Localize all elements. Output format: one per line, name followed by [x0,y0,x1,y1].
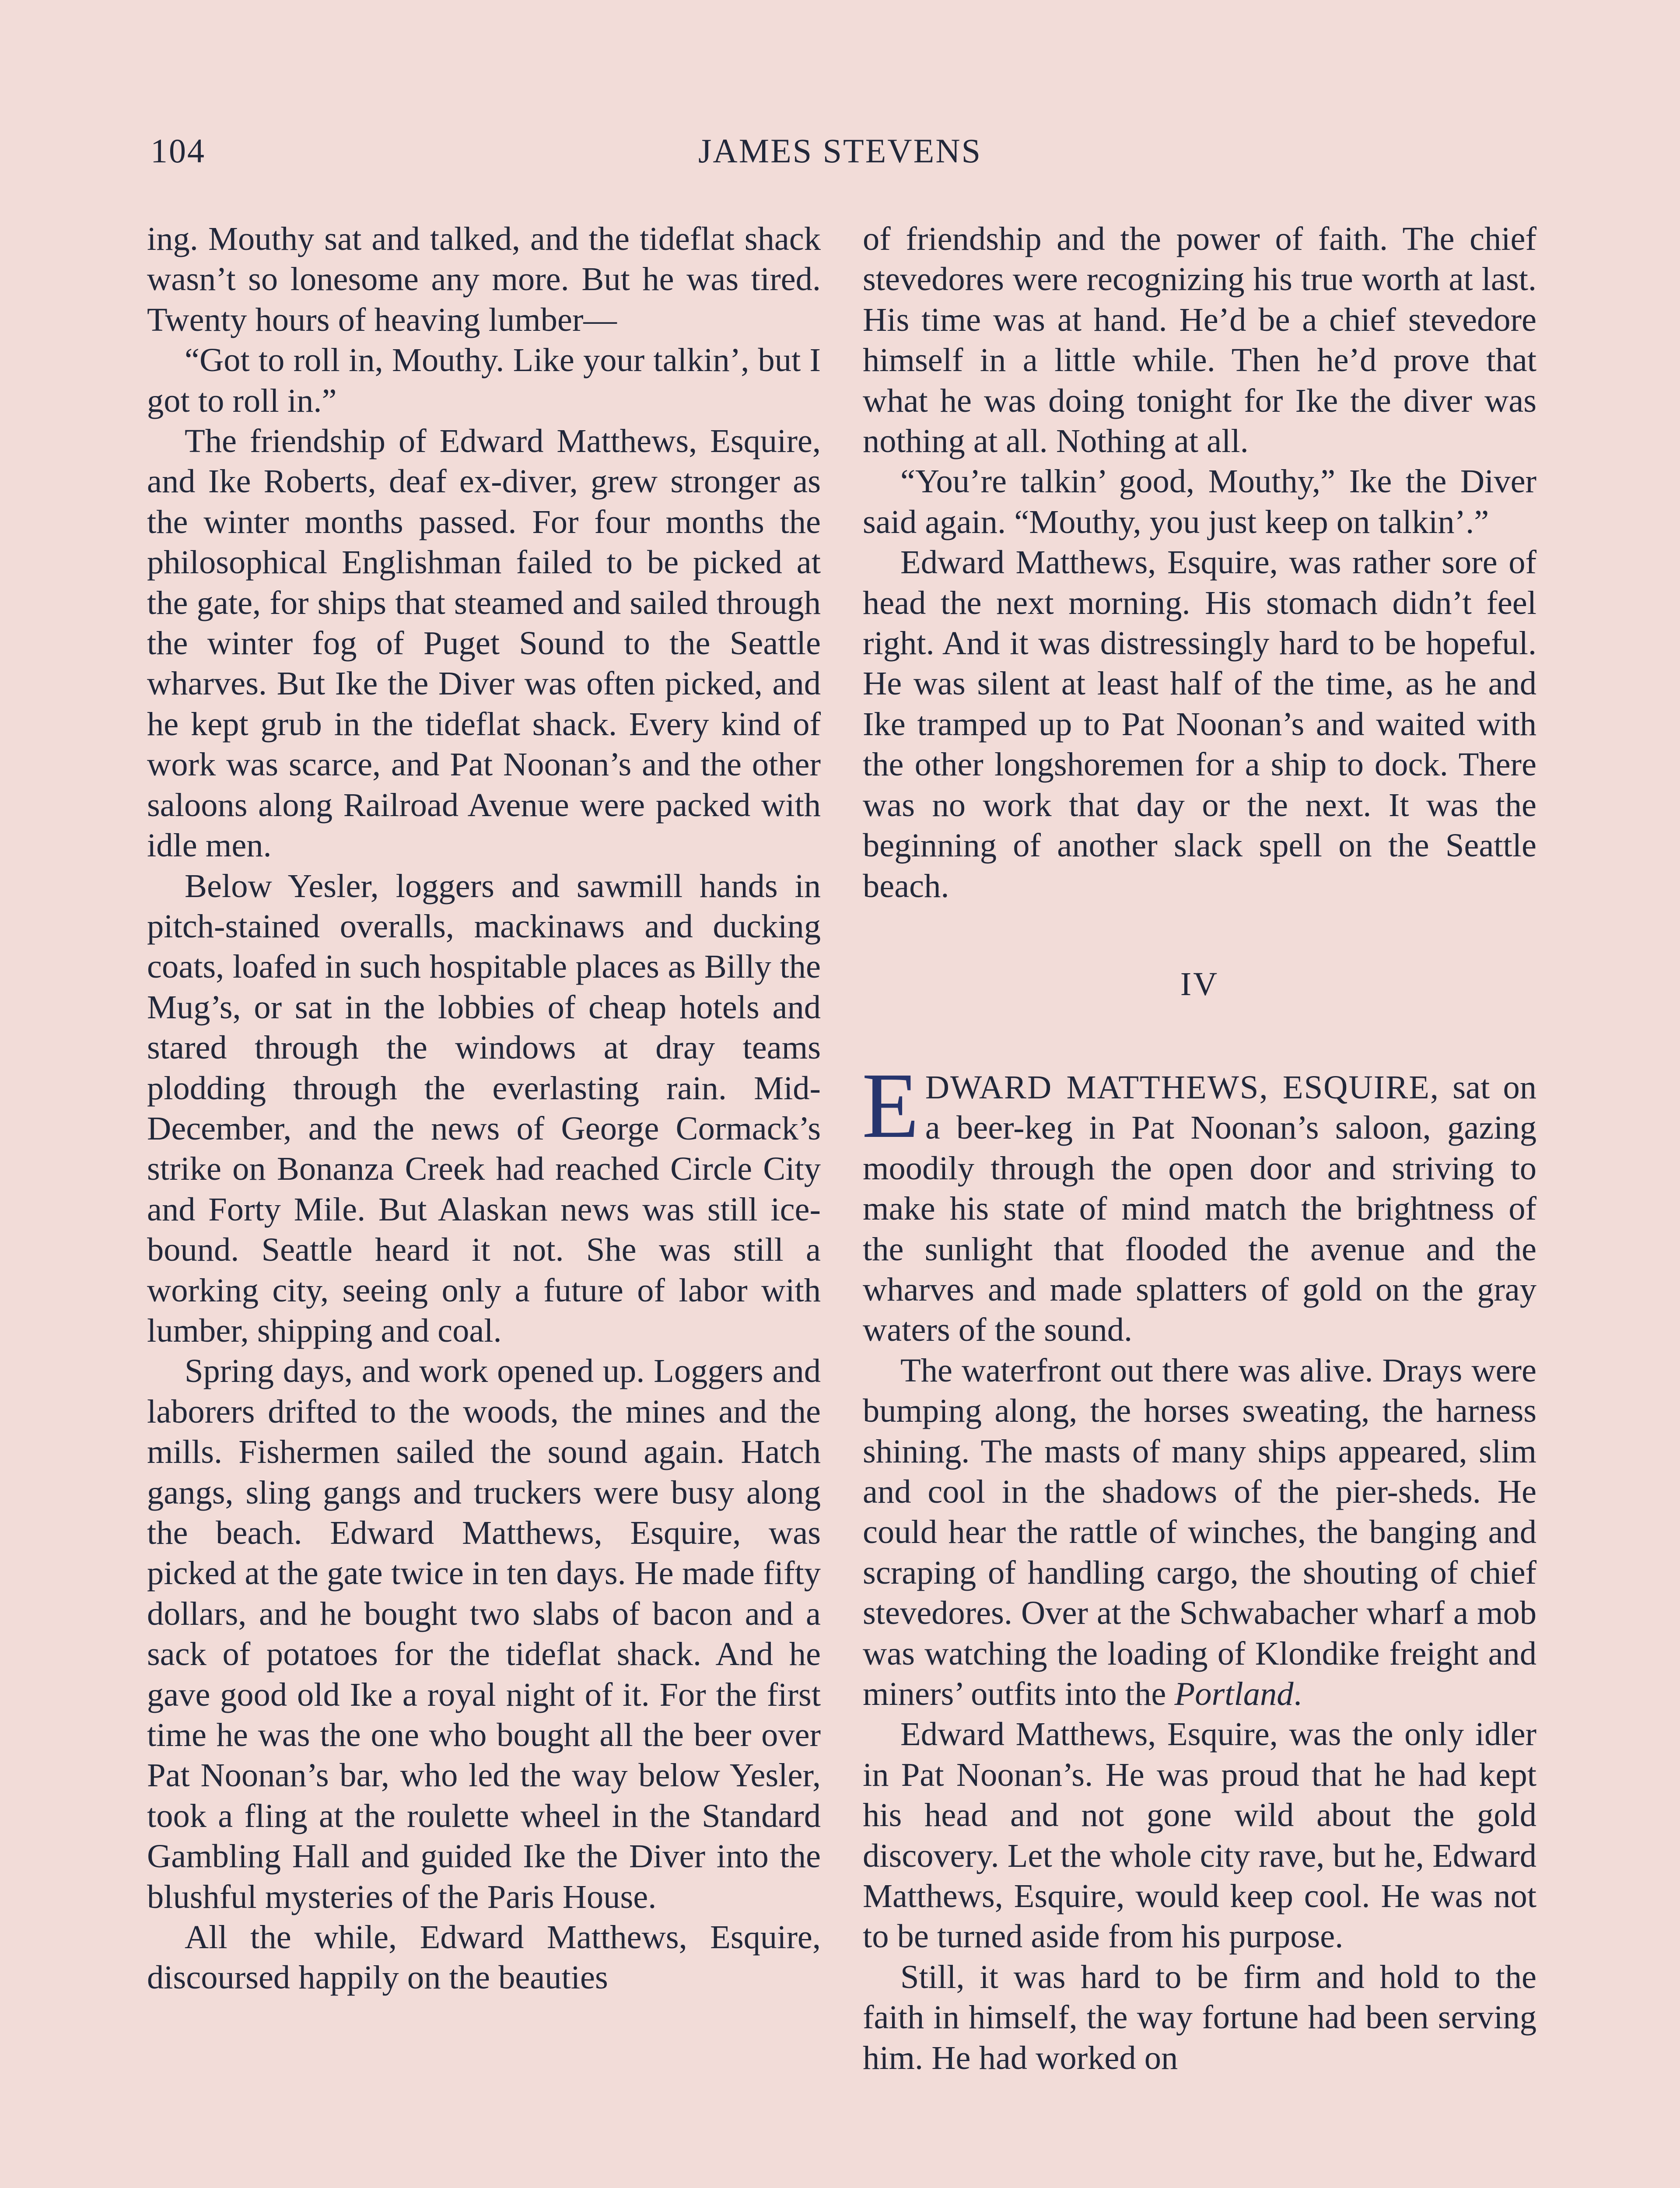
opening-text: sat on a beer-keg in Pat Noonan’s saloon, gazing moodily through the open door and striving to make his state of mind match the brightness of the sunlight that flooded the avenue and the wharves and made splatters of gold on the gray waters of the sound. [863,1068,1536,1349]
paragraph: Still, it was hard to be firm and hold to the faith in himself, the way fortune had been serving him. He had worked on [863,1958,1536,2076]
drop-cap: E [862,1053,919,1157]
paragraph: Spring days, and work opened up. Loggers and laborers drifted to the woods, the mines and the mills. Fishermen sailed the sound again. Hatch gangs, sling gangs and truckers were busy along the beach. Edward Matthews, Esquire, was picked at the gate twice in ten days. He made fifty dollars, and he bought two slabs of bacon and a sack of potatoes for the tideflat shack. And he gave good old Ike a royal night of it. For the first time he was the one who bought all the beer over Pat Noonan’s bar, who led the way below Yesler, took a fling at the roulette wheel in the Standard Gambling Hall and guided Ike the Diver into the blushful mysteries of the Paris House. [147,1352,821,1915]
paragraph: “You’re talkin’ good, Mouthy,” Ike the Diver said again. “Mouthy, you just keep on talkin’.” [863,463,1536,540]
paragraph: The friendship of Edward Matthews, Esquire, and Ike Roberts, deaf ex-diver, grew stronger as the winter months passed. For four months the philosophical Englishman failed to be picked at the gate, for ships that steamed and sailed through the winter fog of Puget Sound to the Seattle wharves. But Ike the Diver was often picked, and he kept grub in the tideflat shack. Every kind of work was scarce, and Pat Noonan’s and the other saloons along Railroad Avenue were packed with idle men. [147,422,821,864]
running-head [147,131,1533,179]
paragraph [863,1350,1536,1715]
left-column [147,219,821,1998]
paragraph: Below Yesler, loggers and sawmill hands in pitch-stained overalls, mackinaws and ducking coats, loafed in such hospitable places as Billy the Mug’s, or sat in the lobbies of cheap hotels and stared through the windows at dray teams plodding through the everlasting rain. Mid-December, and the news of George Cormack’s strike on Bonanza Creek had reached Circle City and Forty Mile. But Alaskan news was still ice-bound. Seattle heard it not. She was still a working city, seeing only a future of labor with lumber, shipping and coal. [147,867,821,1349]
page-number: 104 [150,132,206,170]
paragraph-text: The waterfront out there was alive. Drays were bumping along, the horses sweating, the harness shining. The masts of many ships appeared, slim and cool in the shadows of the pier-sheds. He could hear the rattle of winches, the banging and scraping of handling cargo, the shouting of chief stevedores. Over at the Schwabacher wharf a mob was watching the loading of Klondike freight and miners’ outfits into the [863,1351,1536,1712]
paragraph: of friendship and the power of faith. The chief stevedores were recognizing his true worth at last. His time was at hand. He’d be a chief stevedore himself in a little while. Then he’d prove that what he was doing tonight for Ike the diver was nothing at all. Nothing at all. [863,220,1536,460]
ship-name: Portland [1174,1675,1294,1712]
section-numeral: IV [1180,965,1219,1003]
paragraph-end: . [1293,1675,1302,1712]
paragraph: “Got to roll in, Mouthy. Like your talkin’, but I got to roll in.” [147,341,821,419]
opening-caps: DWARD MATTHEWS, ESQUIRE, [925,1068,1439,1106]
paragraph: ing. Mouthy sat and talked, and the tideflat shack wasn’t so lonesome any more. But he was tired. Twenty hours of heaving lumber— [147,220,821,338]
right-column [863,219,1536,2078]
section-opening-paragraph [862,1053,1536,1350]
paragraph: All the while, Edward Matthews, Esquire, discoursed happily on the beauties [147,1918,821,1996]
paragraph: Edward Matthews, Esquire, was the only idler in Pat Noonan’s. He was proud that he had kept his head and not gone wild about the gold discovery. Let the whole city rave, but he, Edward Matthews, Esquire, would keep cool. He was not to be turned aside from his purpose. [863,1715,1536,1955]
running-title: JAMES STEVENS [698,132,982,170]
paragraph: Edward Matthews, Esquire, was rather sore of head the next morning. His stomach didn’t feel right. And it was distressingly hard to be hopeful. He was silent at least half of the time, as he and Ike tramped up to Pat Noonan’s and waited with the other longshoremen for a ship to dock. There was no work that day or the next. It was the beginning of another slack spell on the Seattle beach. [863,543,1536,905]
